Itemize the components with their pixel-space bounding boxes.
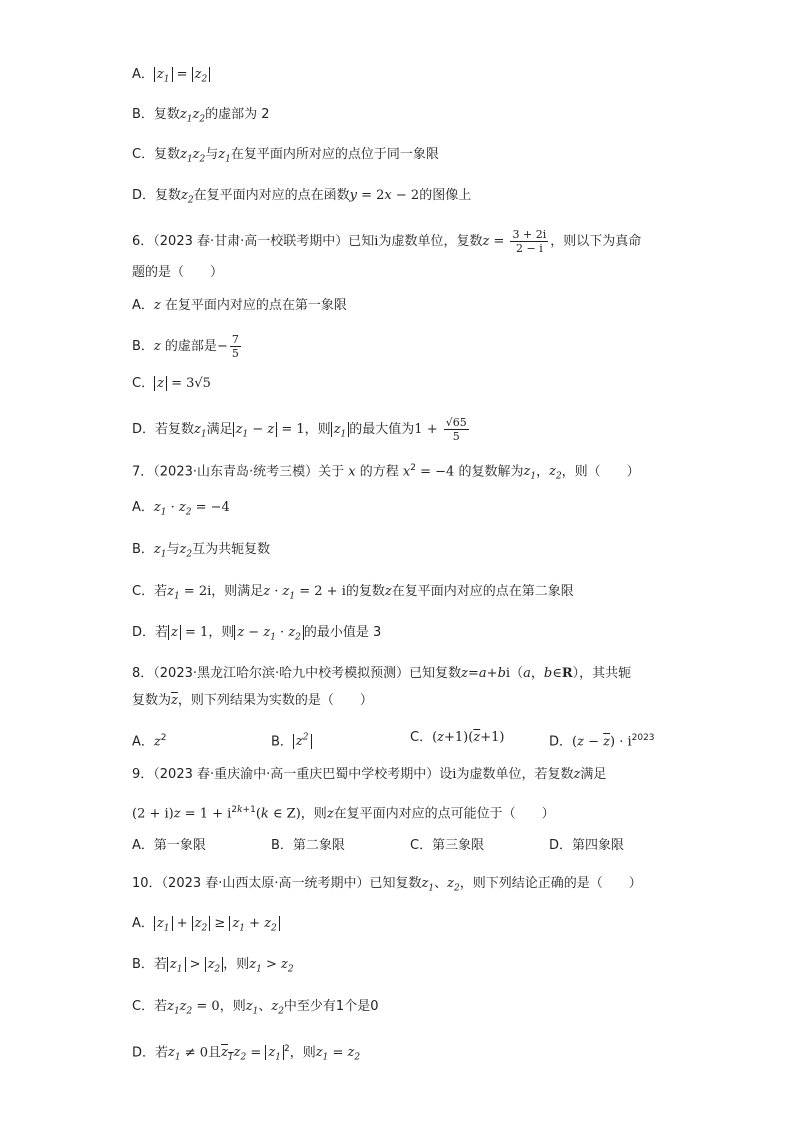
q6-option-d: D．若复数$z_1$满足 $z_1 - z = 1$，则 $z_1$ 的最大值为1 + $\frac{√65}{5}$ — [132, 416, 467, 443]
q7-option-c: C．若$z_1 = 2i$，则满足$z \cdot z_1 = 2 + i$的复数z在复平面内对应的点在第二象限 — [132, 584, 574, 602]
q10-stem: 10．（2023 春·山西太原·高一统考期中）已知复数$z_1$、$z_2$，则下列结论正确的是（ ） — [132, 876, 642, 894]
q8-option-d: D．$(z - \overline{z}) \cdot i^{2023}$ — [549, 733, 655, 750]
q10-option-a: A． $z_1 + z_2 \ge z_1 + z_2$ — [132, 915, 280, 938]
q9-option-b: B．第二象限 — [271, 838, 345, 853]
q9-option-d: D．第四象限 — [549, 838, 625, 853]
q8-option-c: C．$(z+1)(\overline{z}+1)$ — [410, 730, 505, 745]
q8-option-b: B． $z^2$ — [271, 729, 312, 751]
q6-stem: 6．（2023 春·甘肃·高一校联考期中）已知i为虚数单位，复数z = $\frac{3 + 2i}{2 - i}$ ，则以下为真命 — [132, 228, 642, 255]
q6-stem-line2: 题的是（ ） — [132, 265, 224, 280]
q10-option-d: D．若$z_1 \ne 0$且$z_1z_2 = z_1^2$，则$z_1 = z_2$ — [132, 1044, 361, 1063]
q7-option-d: D．若 z = 1，则 $z - z_1 \cdot z_2$ 的最小值是 3 — [132, 625, 382, 643]
q7-option-a: A．$z_1 \cdot z_2 = -4$ — [132, 500, 230, 518]
q9-option-c: C．第三象限 — [410, 838, 485, 853]
q5-option-c: C．复数$z_1z_2$与$z_1$在复平面内所对应的点位于同一象限 — [132, 147, 439, 165]
q8-stem: 8．（2023·黑龙江哈尔滨·哈九中校考模拟预测）已知复数z=a+bi（a，b∈R），其共轭 — [132, 666, 632, 681]
q5-option-d: D．复数$z_2$在复平面内对应的点在函数y = 2x − 2的图像上 — [132, 188, 472, 206]
q5-option-b: B．复数$z_1z_2$的虚部为 2 — [132, 107, 270, 125]
q8-stem-line2: 复数为$\overline{z}$，则下列结果为实数的是（ ） — [132, 693, 373, 708]
q8-option-a: A．$z^2$ — [132, 733, 167, 750]
q6-option-a: A．z 在复平面内对应的点在第一象限 — [132, 298, 347, 313]
q9-option-a: A．第一象限 — [132, 838, 206, 853]
q5-option-a: A． $z_1 = z_2$ — [132, 66, 210, 89]
q6-option-b: B．z 的虚部是− $\frac{7}{5}$ — [132, 333, 239, 360]
q9-stem: 9．（2023 春·重庆渝中·高一重庆巴蜀中学校考期中）设i为虚数单位，若复数z满足 — [132, 767, 607, 782]
q6-option-c: C． z = 3√5 — [132, 376, 211, 391]
q9-stem-line2: $(2 + i)z = 1 + i^{2k+1}(k$ ∈ Z)，则z在复平面内对应的点可能位于（ ） — [132, 805, 555, 822]
q10-option-b: B．若 $z_1 > z_2$ ，则$z_1 > z_2$ — [132, 957, 294, 975]
q10-option-c: C．若$z_1z_2 = 0$，则$z_1$、$z_2$中至少有1个是0 — [132, 999, 379, 1017]
q7-option-b: B．$z_1$与$z_2$互为共轭复数 — [132, 542, 271, 560]
q7-stem: 7．（2023·山东青岛·统考三模）关于 x 的方程 $x^2 = -4$ 的复数解为$z_1$，$z_2$，则（ ） — [132, 463, 640, 482]
